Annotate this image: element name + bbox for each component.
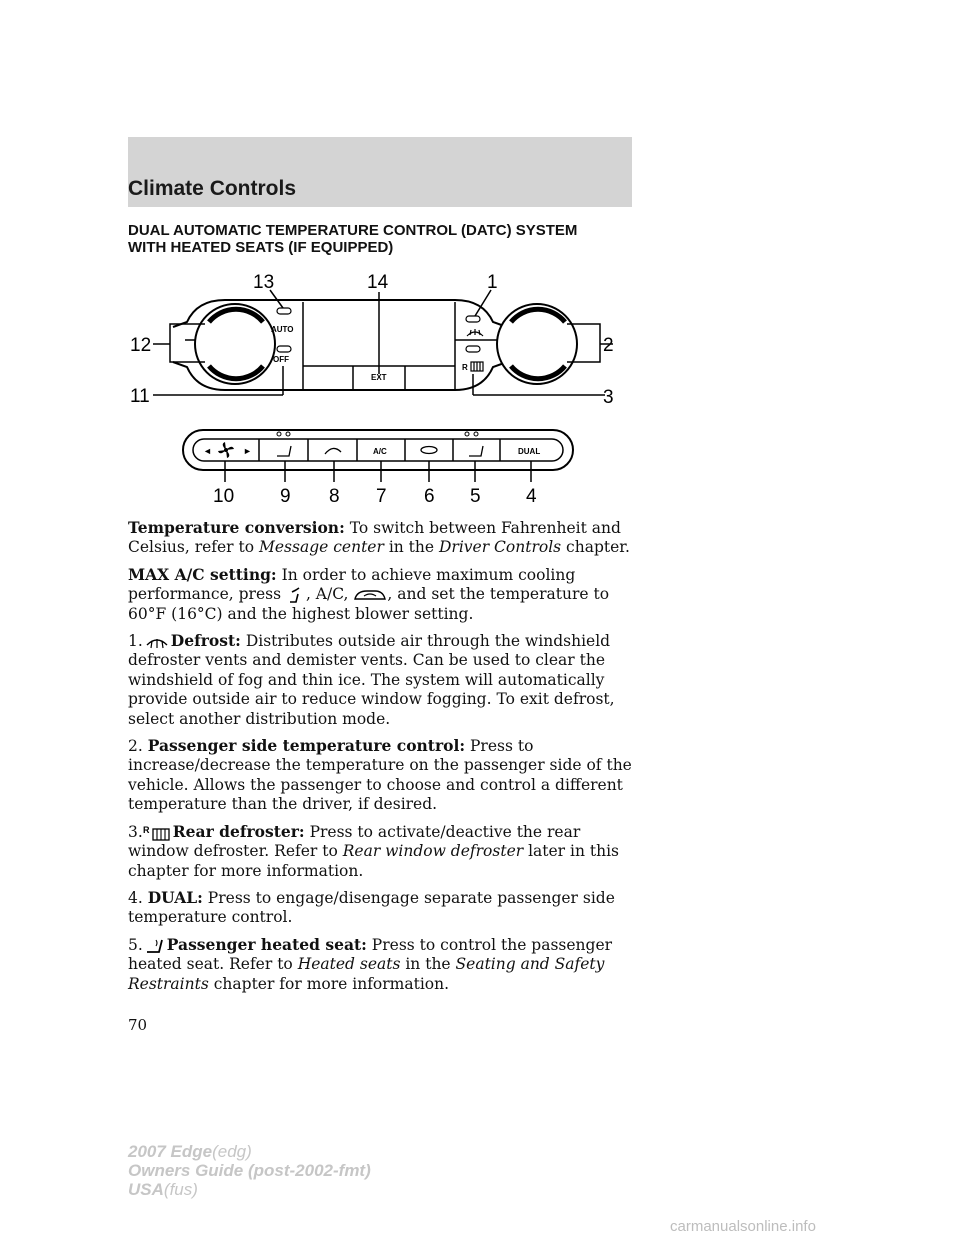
temp-conversion-paragraph: Temperature conversion: To switch between Fahrenheit and Celsius, refer to Message center in the Driver Controls chapter. [128,518,630,557]
svg-text:R: R [142,824,150,835]
body-text [128,518,638,1001]
callout-3: 3 [603,387,614,408]
ext-label: EXT [371,373,387,382]
callout-10: 10 [213,486,235,507]
item-5-passenger-heated-seat: 5. Passenger heated seat: Press to control the passenger heated seat. Refer to Heated seats in the Seating and Safety Restraints chapter for more information. [128,934,613,993]
passenger-temp-label: Passenger side temperature control: [147,736,466,756]
watermark: carmanualsonline.info [670,1218,816,1235]
page-title: Climate Controls [128,177,297,200]
callout-12: 12 [130,335,152,356]
item-3-rear-defroster: 3. R Rear defroster: Press to activate/deactive the rear window defroster. Refer to Rear window defroster later in this chapter for more information. [128,821,620,880]
section-heading-line-1: DUAL AUTOMATIC TEMPERATURE CONTROL (DATC) SYSTEM [128,222,578,239]
defrost-label: Defrost: [170,631,241,651]
heated-seat-icon [143,937,167,955]
footer-line-1: 2007 Edge(edg) [128,1142,252,1161]
page-number: 70 [128,1016,148,1034]
fan-icon [218,442,234,458]
callout-5: 5 [470,486,481,507]
off-label: OFF [273,355,289,364]
max-ac-icon [421,447,437,454]
item-4-dual: 4. DUAL: Press to engage/disengage separate passenger side temperature control. [128,887,615,927]
auto-label: AUTO [271,325,294,334]
defrost-icon [467,329,483,336]
temp-conversion-label: Temperature conversion: [128,518,345,537]
item-1-defrost: 1. Defrost: Distributes outside air through the windshield defroster vents and demister vents. Can be used to clear the windshield of fog and thin ice. The system will automatically provide outside air to reduce window fogging. To exit defrost, select another distribution mode. [128,631,615,728]
recirculation-icon [325,448,341,454]
footer-line-3: USA(fus) [128,1180,198,1199]
item-2-passenger-temp: 2. Passenger side temperature control: Press to increase/decrease the temperature on the passenger side of the vehicle. Allows the passenger to choose and control a different temperature than the driver, if desired. [128,736,632,814]
climate-control-panel-diagram [125,262,625,512]
section-heading [128,222,648,256]
svg-text:►: ► [243,446,252,456]
callout-8: 8 [329,486,340,507]
rear-defrost-icon [471,362,483,371]
panel-vent-icon [286,586,306,604]
recirculation-icon [353,587,387,603]
callout-13: 13 [253,272,275,293]
callout-6: 6 [424,486,435,507]
callout-1: 1 [487,272,498,293]
seat-heat-icon-driver [277,446,291,456]
footer-line-2: Owners Guide (post-2002-fmt) [128,1161,371,1180]
seating-safety-ref: Seating and Safety Restraints [128,955,605,993]
callout-9: 9 [280,486,291,507]
defrost-icon [143,633,171,651]
seat-heat-icon-passenger [469,446,483,456]
callout-14: 14 [367,272,389,293]
max-ac-label: MAX A/C setting: [128,564,277,584]
rear-window-defroster-ref: Rear window defroster [342,842,524,861]
message-center-ref: Message center [259,538,384,557]
callout-11: 11 [130,386,150,407]
callout-2: 2 [603,335,614,356]
rear-defrost-label: R [462,363,468,372]
svg-text:◄: ◄ [203,446,212,456]
passenger-heated-seat-label: Passenger heated seat: [166,934,367,954]
rear-defrost-icon [143,824,173,842]
rear-defroster-label: Rear defroster: [172,821,305,841]
callout-7: 7 [376,486,387,507]
footer [128,1142,371,1199]
max-ac-paragraph: MAX A/C setting: In order to achieve maximum cooling performance, press , A/C, , and set the temperature to 60°F (16°C) and the highest blower setting. [128,564,610,623]
driver-temperature-knob [195,304,275,384]
driver-controls-ref: Driver Controls [439,538,562,557]
callout-4: 4 [526,486,537,507]
section-heading-line-2: WITH HEATED SEATS (IF EQUIPPED) [128,239,394,256]
passenger-temperature-knob [497,304,577,384]
dual-label: DUAL: [147,887,203,907]
dual-label: DUAL [518,447,541,456]
heated-seats-ref: Heated seats [297,955,401,974]
ac-label: A/C [373,447,387,456]
